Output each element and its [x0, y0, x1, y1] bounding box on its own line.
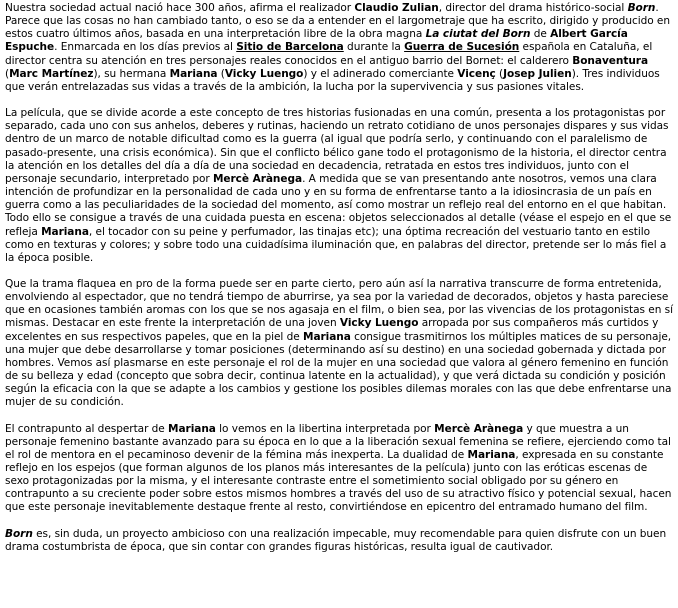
text-run: ), su hermana	[93, 67, 170, 80]
text-run: Que la trama flaquea en pro de la forma puede ser en parte cierto, pero aún así la narrativa transcurre de forma entretenida, envolviendo al espectador, que no tendrá tiempo de aburrirse, ya sea por la variedad de decorados, objetos y hasta pareciese que en ocasiones también aromas con los que se nos agasaja en el film, o bien sea, por las vivencias de los protagonistas en sí mismas. Destacar en este frente la interpretación de una joven	[5, 277, 673, 330]
bold-text: Vicky Luengo	[339, 317, 419, 330]
text-run: , expresada en su constante reflejo en los espejos (que forman algunos de los planos más interesantes de la película) junto con las eróticas escenas de sexo protagonizadas por la misma, y el interesante contraste entre el sometimiento social obligado por su género en contrapunto a su creciente poder sobre estos mismos hombres a través del uso de su atractivo físico y potencial sexual, hacen que este personaje inevitablemente destaque frente al resto, convirtiéndose en epicentro del entramado humano del film.	[5, 448, 672, 514]
title-italic-text: La ciutat del Born	[425, 28, 531, 41]
text-run: de	[530, 28, 551, 41]
bold-text: Mariana	[168, 422, 216, 435]
bold-text: Vicky Luengo	[224, 67, 304, 80]
bold-text: Albert García Espuche	[5, 28, 628, 54]
text-run: ). Tres individuos que verán entrelazadas sus vidas a través de la ambición, la lucha por la supervivencia y sus pasiones vitales.	[5, 67, 660, 93]
text-run: consigue trasmitirnos los múltiples matices de su personaje, una mujer que debe desarrollarse y tomar posiciones (determinando así su destino) en una sociedad gobernada y dictada por hombres. Vemos así plasmarse en este personaje el rol de la mujer en una sociedad que valora al género femenino en función de su belleza y edad (concepto que sobra decir, continua latente en la actualidad), y que verá dictada su condición y posición según la eficacia con la que se adapte a los cambios y gestione los posibles dilemas morales con las que debe enfrentarse una mujer de su condición.	[5, 330, 672, 409]
bold-text: Mariana	[467, 448, 516, 461]
bold-text: Mercè Arànega	[434, 422, 524, 435]
bold-text: Mariana	[303, 330, 351, 343]
bold-text: Vicenç	[457, 67, 496, 80]
text-run: (	[495, 67, 504, 80]
bold-text: Mercè Arànega	[212, 172, 303, 185]
text-run: española en Cataluña, el director centra su atención en tres personajes reales conocidos en el antiguo barrio del Bornet: el calderero	[5, 41, 653, 67]
article-paragraph-1	[5, 2, 673, 94]
bold-text: Mariana	[169, 67, 218, 80]
text-run: es, sin duda, un proyecto ambicioso con una realización impecable, muy recomendable para quien disfrute con un buen drama costumbrista de época, que sin contar con grandes figuras históricas, resulta igual de cautivador.	[5, 527, 667, 553]
text-run: y que muestra a un personaje femenino bastante avanzado para su época en lo que a la liberación sexual femenina se refiere, ejerciendo como tal el rol de mentora en el pecaminoso devenir de la fémina más inexperta. La dualidad de	[5, 422, 671, 461]
title-italic-text: Born	[627, 2, 656, 14]
text-run: , director del drama histórico-social	[438, 2, 628, 14]
text-run: (	[5, 67, 10, 80]
article-paragraph-3	[5, 278, 673, 410]
inline-link[interactable]: Guerra de Sucesión	[404, 41, 520, 54]
inline-link[interactable]: Sitio de Barcelona	[236, 41, 344, 54]
bold-text: Bonaventura	[572, 54, 649, 67]
bold-text: Claudio Zulian	[354, 2, 439, 14]
text-run: arropada por sus compañeros más curtidos y excelentes en sus respectivos papeles, que en la piel de	[5, 317, 659, 343]
text-run: durante la	[343, 41, 405, 54]
text-run: La película, que se divide acorde a este concepto de tres historias fusionadas en una común, presenta a los protagonistas por separado, cada uno con sus anhelos, deberes y rutinas, haciendo un retrato cotidiano de unos personajes dispares y sus vidas dentro de un marco de notable dificultad como es la guerra (al igual que podría serlo, y continuando con el paralelismo de pasado-presente, una crisis económica). Sin que el conflicto bélico gane todo el protagonismo de la historia, el director centra la atención en los detalles del día a día de una sociedad en decadencia, retratada en estos tres individuos, junto con el personaje secundario, interpretado por	[5, 107, 669, 185]
text-run: (	[217, 67, 225, 80]
text-run: . A medida que se van presentando ante nosotros, vemos una clara intención de profundizar en la personalidad de cada uno y en su forma de enfrentarse tanto a la idiosincrasia de un país en guerra como a las peculiaridades de la sociedad del momento, así como mostrar un reflejo real del entorno en el que habitan. Todo ello se consigue a través de una cuidada puesta en escena: objetos seleccionados al detalle (véase el espejo en el que se refleja	[5, 172, 672, 238]
bold-text: Josep Julien	[503, 67, 572, 80]
text-run: . Parece que las cosas no han cambiado tanto, o eso se da a entender en el largometraje que ha escrito, dirigido y producido en estos cuatro últimos años, basada en una interpretación libre de la obra magna	[5, 2, 671, 41]
text-run: lo vemos en la libertina interpretada por	[215, 422, 435, 435]
article-paragraph-5	[5, 528, 673, 554]
article-paragraph-4	[5, 423, 673, 515]
title-italic-text: Born	[5, 527, 33, 540]
text-run: El contrapunto al despertar de	[5, 422, 169, 435]
bold-text: Mariana	[41, 225, 89, 238]
bold-text: Marc Martínez	[9, 67, 94, 80]
text-run: Nuestra sociedad actual nació hace 300 años, afirma el realizador	[5, 2, 355, 14]
article-paragraph-2	[5, 107, 673, 265]
text-run: . Enmarcada en los días previos al	[54, 41, 237, 54]
text-run: ) y el adinerado comerciante	[303, 67, 458, 80]
text-run: , el tocador con su peine y perfumador, las tinajas etc); una óptima recreación del vestuario tanto en estilo como en texturas y colores; y sobre todo una cuidadísima iluminación que, en palabras del director, pretende ser lo más fiel a la época posible.	[5, 225, 667, 264]
